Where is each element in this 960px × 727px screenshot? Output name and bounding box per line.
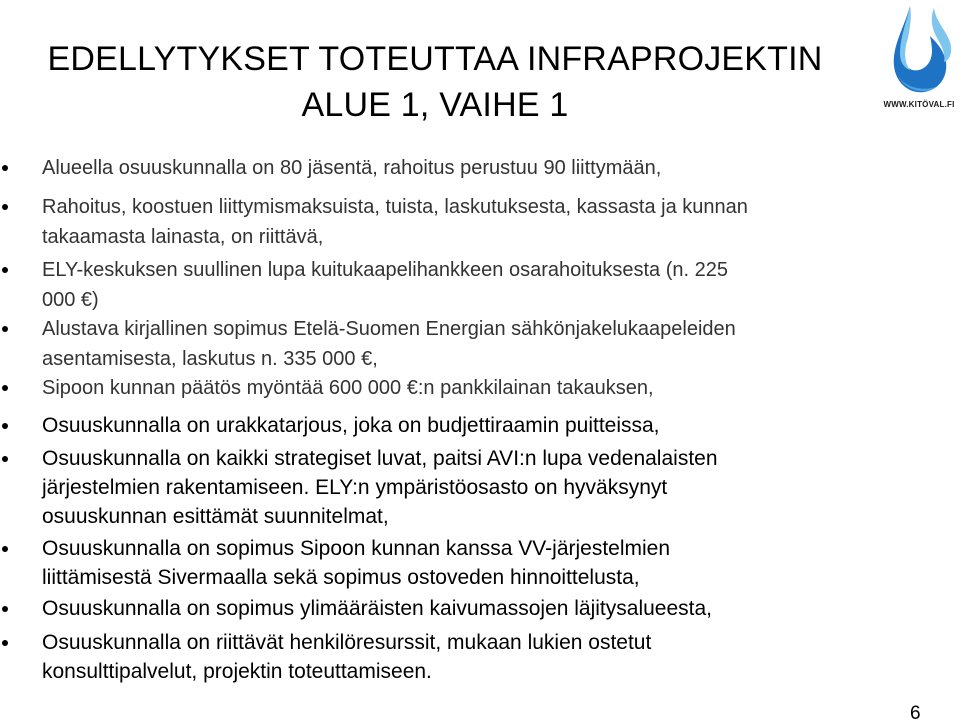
slide-title-line-2: ALUE 1, VAIHE 1	[301, 86, 569, 124]
bullet-dot-icon	[2, 165, 8, 171]
bullet-dot-icon	[2, 326, 8, 332]
bullet-dot-icon	[2, 606, 8, 612]
bullet-text: ELY-keskuksen suullinen lupa kuitukaapelihankkeen osarahoituksesta (n. 225 000 €)	[42, 259, 729, 311]
page-number: 6	[910, 703, 921, 724]
bullet-text: Alueella osuuskunnalla on 80 jäsentä, rahoitus perustuu 90 liittymään,	[42, 157, 662, 179]
bullet-text: Sipoon kunnan päätös myöntää 600 000 €:n pankkilainan takauksen,	[42, 377, 654, 399]
bullet-dot-icon	[2, 385, 8, 391]
kitoval-logo	[880, 2, 958, 114]
bullet-text: Alustava kirjallinen sopimus Etelä-Suomen Energian sähkönjakelukaapeleiden asentamisesta, laskutus n. 335 000 €,	[42, 318, 736, 370]
slide-title-line-1: EDELLYTYKSET TOTEUTTAA INFRAPROJEKTIN	[47, 40, 823, 78]
slide-title	[20, 36, 850, 128]
bullet-dot-icon	[2, 267, 8, 273]
logo-url-text: WWW.KITÖVAL.FI	[883, 100, 955, 109]
bullet-text: Osuuskunnalla on sopimus Sipoon kunnan kanssa VV-järjestelmien liittämisestä Sivermaalla sekä sopimus ostoveden hinnoittelusta,	[42, 537, 671, 589]
bullet-text: Osuuskunnalla on kaikki strategiset luvat, paitsi AVI:n lupa vedenalaisten järjestelmien rakentamiseen. ELY:n ympäristöosasto on hyväksynyt osuuskunnan esittämät suunnitelmat,	[42, 447, 718, 528]
bullet-dot-icon	[2, 546, 8, 552]
bullet-dot-icon	[2, 640, 8, 646]
bullet-dot-icon	[2, 204, 8, 210]
bullet-text: Osuuskunnalla on urakkatarjous, joka on budjettiraamin puitteissa,	[42, 414, 660, 437]
bullet-dot-icon	[2, 423, 8, 429]
bullet-text: Rahoitus, koostuen liittymismaksuista, tuista, laskutuksesta, kassasta ja kunnan takaamasta lainasta, on riittävä,	[42, 196, 748, 248]
water-drop-logo-icon	[880, 2, 958, 100]
bullet-dot-icon	[2, 456, 8, 462]
bullet-text: Osuuskunnalla on riittävät henkilöresurssit, mukaan lukien ostetut konsulttipalvelut, projektin toteuttamiseen.	[42, 631, 652, 683]
bullet-text: Osuuskunnalla on sopimus ylimääräisten kaivumassojen läjitysalueesta,	[42, 597, 713, 620]
